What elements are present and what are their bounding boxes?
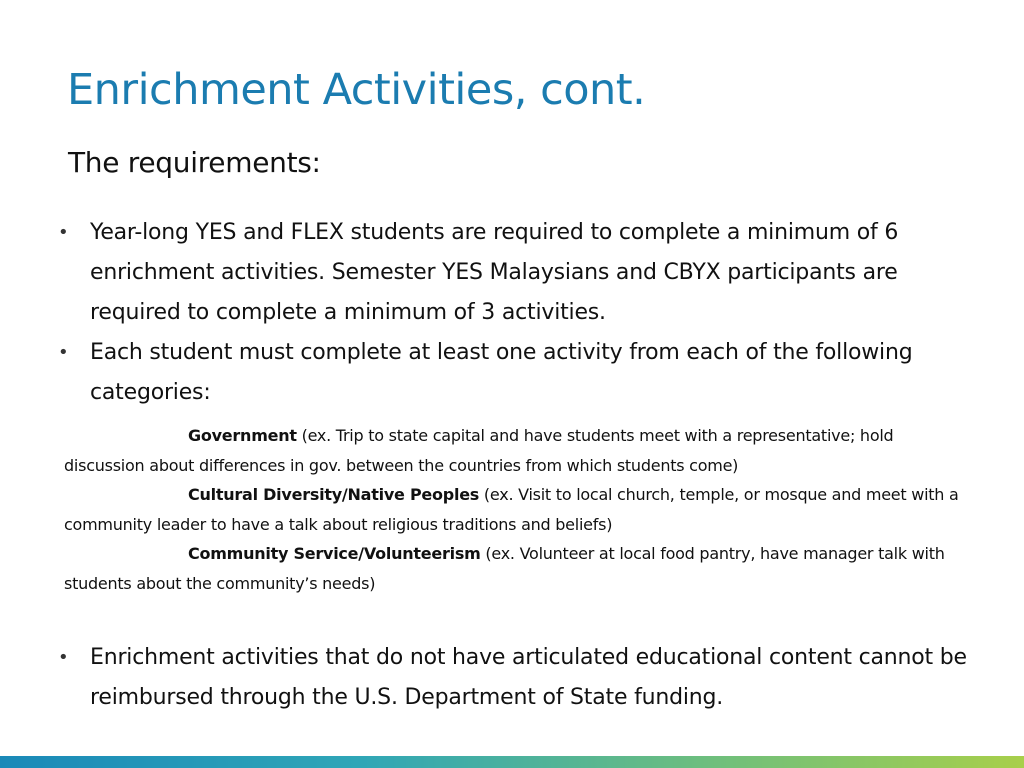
category-government: [64, 421, 964, 480]
category-detail: (ex. Volunteer at local food pantry, have manager talk with students about the community’s needs): [64, 544, 945, 593]
category-community-service: [64, 539, 964, 598]
category-cultural-diversity: [64, 480, 964, 539]
bullet-icon: •: [58, 647, 69, 668]
category-name: Cultural Diversity/Native Peoples: [188, 485, 480, 504]
category-name: Government: [188, 426, 297, 445]
bullet-icon: •: [58, 222, 69, 243]
bullet-text: Each student must complete at least one activity from each of the following categories:: [90, 340, 913, 405]
category-name: Community Service/Volunteerism: [188, 544, 481, 563]
category-detail: (ex. Visit to local church, temple, or mosque and meet with a community leader to have a talk about religious traditions and beliefs): [64, 485, 959, 534]
bullet-text: Enrichment activities that do not have articulated educational content cannot be reimbursed through the U.S. Department of State funding.: [90, 645, 967, 710]
bullet-item-categories: [58, 333, 968, 413]
slide-title: Enrichment Activities, cont.: [67, 65, 646, 115]
category-list: [64, 421, 964, 598]
slide-subtitle: The requirements:: [68, 146, 321, 179]
bullet-item-minimum-activities: [58, 213, 968, 333]
footer-gradient-band: [0, 756, 1024, 768]
category-detail: (ex. Trip to state capital and have students meet with a representative; hold discussion about differences in gov. between the countries from which students come): [64, 426, 894, 475]
bullet-text: Year-long YES and FLEX students are required to complete a minimum of 6 enrichment activities. Semester YES Malaysians and CBYX participants are required to complete a minimum of 3 activities.: [90, 220, 899, 325]
bullet-icon: •: [58, 342, 69, 363]
bullet-item-funding-note: [58, 638, 968, 718]
